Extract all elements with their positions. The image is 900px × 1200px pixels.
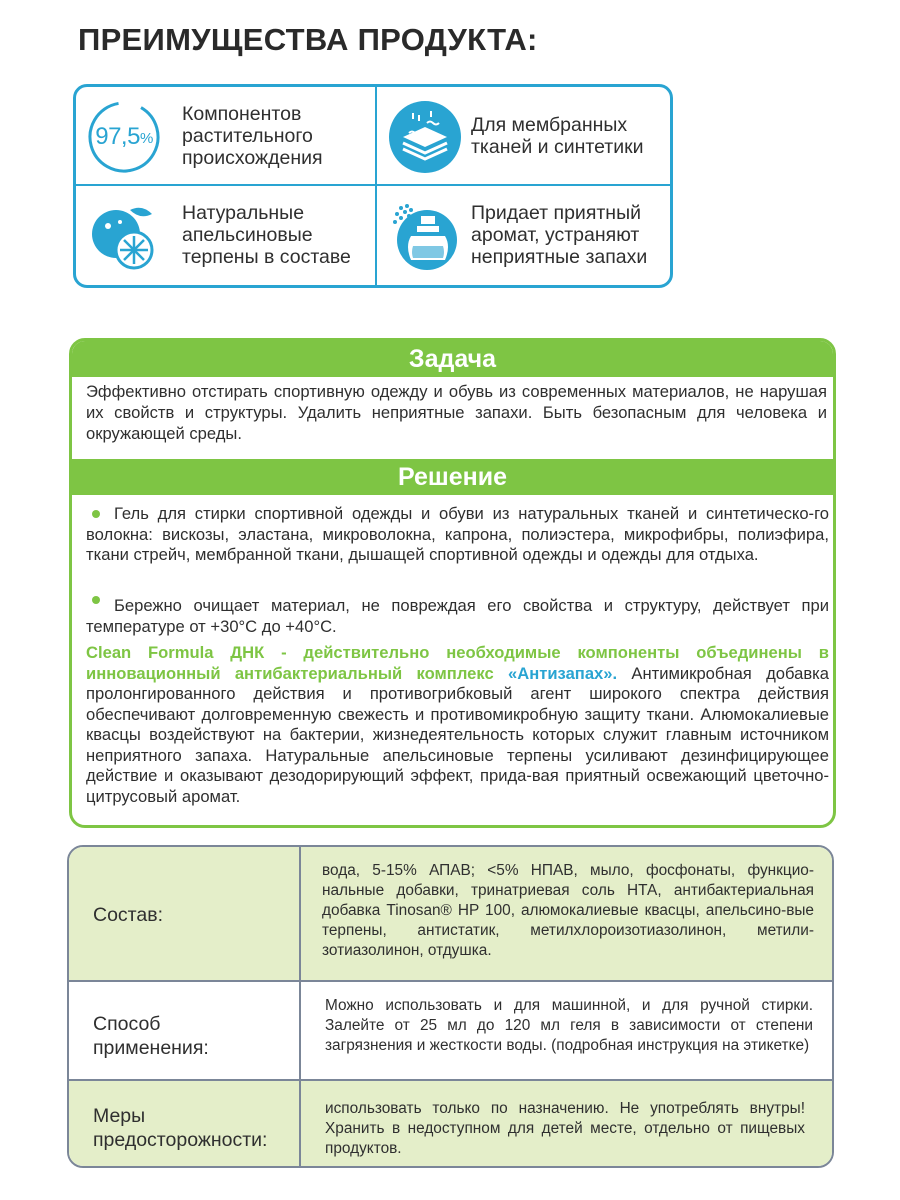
- percent-circle-icon: [86, 99, 162, 175]
- column-divider: [299, 847, 301, 1166]
- solution-heading: Решение: [72, 459, 833, 495]
- benefit-pleasant-aroma: [377, 186, 675, 284]
- benefit-membrane-fabrics: [377, 87, 675, 185]
- task-heading: Задача: [72, 341, 833, 377]
- benefit-text: Придает приятный аромат, устраняют неприятные запахи: [471, 202, 648, 268]
- row-divider: [69, 1079, 832, 1081]
- page-title: ПРЕИМУЩЕСТВА ПРОДУКТА:: [78, 22, 538, 57]
- task-text: Эффективно отстирать спортивную одежду и обувь из современных материалов, не нарушая их свойств и структуры. Удалить неприятные запахи. Быть безопасным для человека и окружающей среды.: [86, 382, 827, 443]
- solution-bullet-1: Гель для стирки спортивной одежды и обуви из натуральных тканей и синтетическо-го волокна: вискозы, эластана, микроволокна, капрона, полиэстера, микрофибры, полиэфира, ткани стрейч, мембранной ткани, дышащей спортивной одежды и одежды для отдыха.: [86, 504, 829, 564]
- spec-value: использовать только по назначению. Не употреблять внутры! Хранить в недоступном для детей месте, отдельно от пищевых продуктов.: [325, 1100, 805, 1157]
- spec-label: Меры предосторожности:: [93, 1105, 268, 1151]
- benefit-text: Компонентов растительного происхождения: [182, 103, 323, 169]
- spec-label: Состав:: [93, 904, 164, 926]
- specs-table: [67, 845, 834, 1168]
- benefit-plant-components: [76, 87, 374, 185]
- spec-value: Можно использовать и для машинной, и для ручной стирки. Залейте от 25 мл до 120 мл геля в зависимости от степени загрязнения и жесткости воды. (подробная инструкция на этикетке): [325, 997, 813, 1054]
- spec-value: вода, 5-15% АПАВ; <5% НПАВ, мыло, фосфонаты, функцио-нальные добавки, тринатриевая соль НТА, антибактериальная добавка Tinosan® HP 100, алюмокалиевые квасцы, апельсино-вые терпены, антистатик, метилхлороизотиазолинон, метили-зотиазолинон, отдушка.: [322, 862, 814, 959]
- brand-lead: Clean Formula ДНК - действительно необходимые компоненты объединены в инновационный антибактериальный комплекс: [86, 643, 829, 683]
- spec-label: Способ применения:: [93, 1013, 209, 1059]
- benefits-grid: [73, 84, 673, 288]
- benefit-orange-terpenes: [76, 186, 374, 284]
- complex-name: «Антизапах».: [507, 663, 618, 683]
- spec-row-composition: [69, 847, 832, 980]
- benefit-text: Натуральные апельсиновые терпены в составе: [182, 202, 351, 268]
- solution-bullet-2: Бережно очищает материал, не повреждая его свойства и структуру, действует при температуре от +30°C до +40°C.: [86, 596, 829, 636]
- row-divider: [69, 980, 832, 982]
- percent-value: 97,5 %: [95, 123, 153, 150]
- membrane-fabric-icon: [387, 99, 463, 175]
- solution-description: Clean Formula ДНК - действительно необходимые компоненты объединены в инновационный антибактериальный комплекс «Антизапах». Антимикробная добавка пролонгированного действия и противогрибковый агент широкого спектра действия обеспечивают долговременную свежесть и противомикробную защиту ткани. Алюмокалиевые квасцы воздействуют на бактерии, жизнедеятельность которых служит главным источником неприятного запаха. Натуральные апельсиновые терпены усиливают дезинфицирующее действие и оказывают дезодорирующий эффект, прида-вая приятный освежающий цветочно-цитрусовый аромат.: [86, 643, 829, 806]
- task-solution-panel: [69, 338, 836, 828]
- spec-row-precautions: [69, 1079, 832, 1168]
- spec-row-usage: [69, 980, 832, 1079]
- perfume-spray-icon: [387, 198, 463, 274]
- orange-icon: [86, 198, 162, 274]
- benefit-text: Для мембранных тканей и синтетики: [471, 114, 644, 158]
